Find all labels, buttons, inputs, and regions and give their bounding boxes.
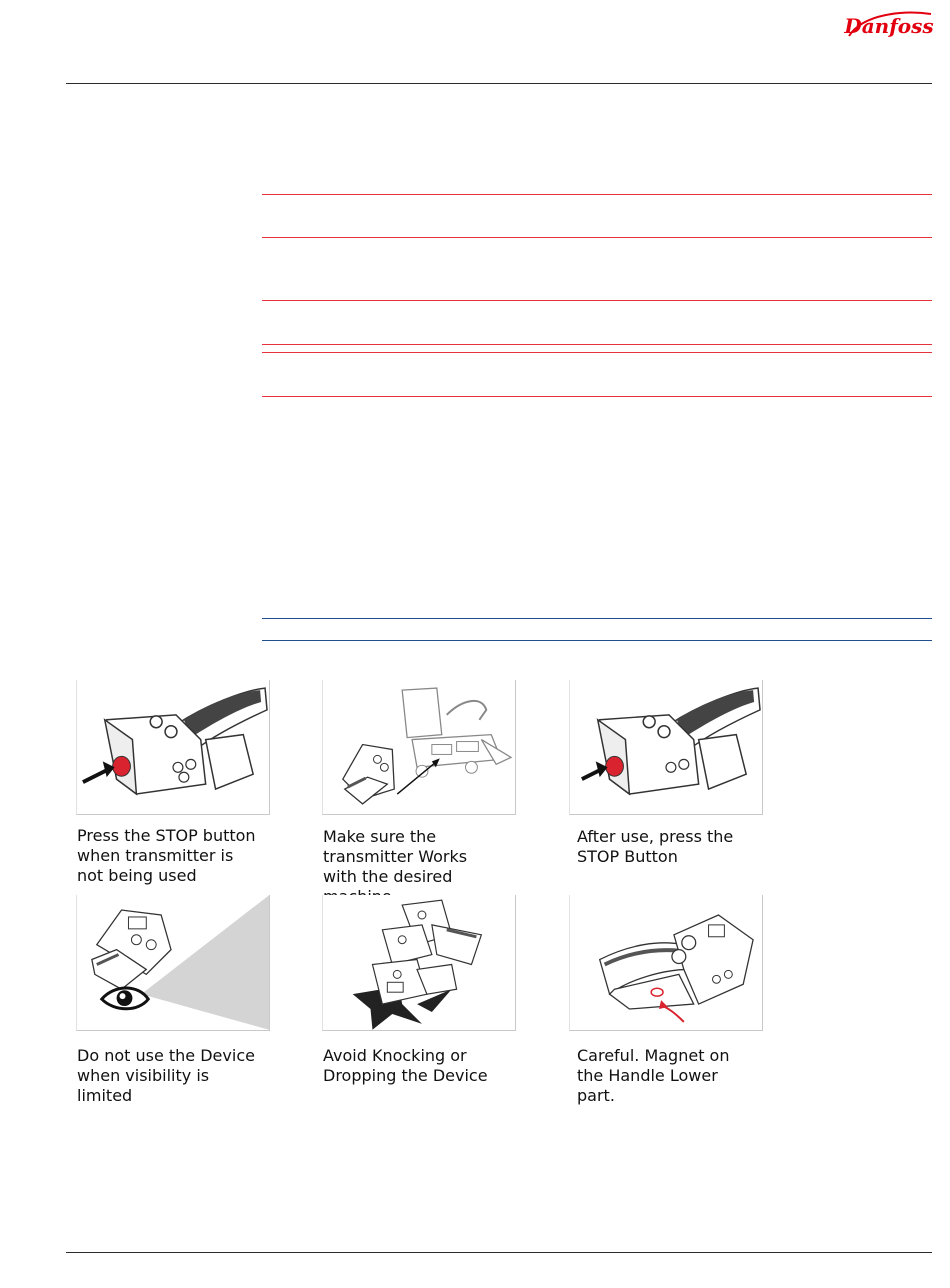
transmitter-machine-icon <box>323 680 515 814</box>
panel-caption: Avoid Knocking or Dropping the Device <box>323 1046 488 1085</box>
brand-name: Danfoss <box>844 14 934 38</box>
panel-caption: Careful. Magnet on the Handle Lower part. <box>577 1046 730 1105</box>
panel-caption: Do not use the Device when visibility is limited <box>77 1046 255 1105</box>
section-rule <box>262 237 932 238</box>
section-rule <box>262 352 932 353</box>
safety-panel-magnet <box>569 895 763 1031</box>
panel-caption: After use, press the STOP Button <box>577 827 734 866</box>
safety-panel-after-use <box>569 680 763 815</box>
safety-panel-knocking <box>322 895 516 1031</box>
header-rule <box>66 83 932 84</box>
section-rule <box>262 194 932 195</box>
panel-caption: Press the STOP button when transmitter is not being used <box>77 826 256 885</box>
section-rule <box>262 300 932 301</box>
section-rule <box>262 396 932 397</box>
safety-panel-stop <box>76 680 270 815</box>
panel-caption: Make sure the transmitter Works with the desired <box>323 827 468 886</box>
section-rule <box>262 344 932 345</box>
note-rule <box>262 618 932 619</box>
note-rule <box>262 640 932 641</box>
magnet-handle-icon <box>570 895 762 1030</box>
safety-panel-visibility <box>76 895 270 1031</box>
dropping-device-icon <box>323 895 515 1030</box>
eye-visibility-icon <box>77 895 269 1030</box>
footer-rule <box>66 1252 932 1253</box>
safety-panel-machine <box>322 680 516 815</box>
transmitter-stop-button-icon <box>77 680 269 814</box>
transmitter-stop-button-icon <box>570 680 762 814</box>
danfoss-logo <box>843 8 935 42</box>
